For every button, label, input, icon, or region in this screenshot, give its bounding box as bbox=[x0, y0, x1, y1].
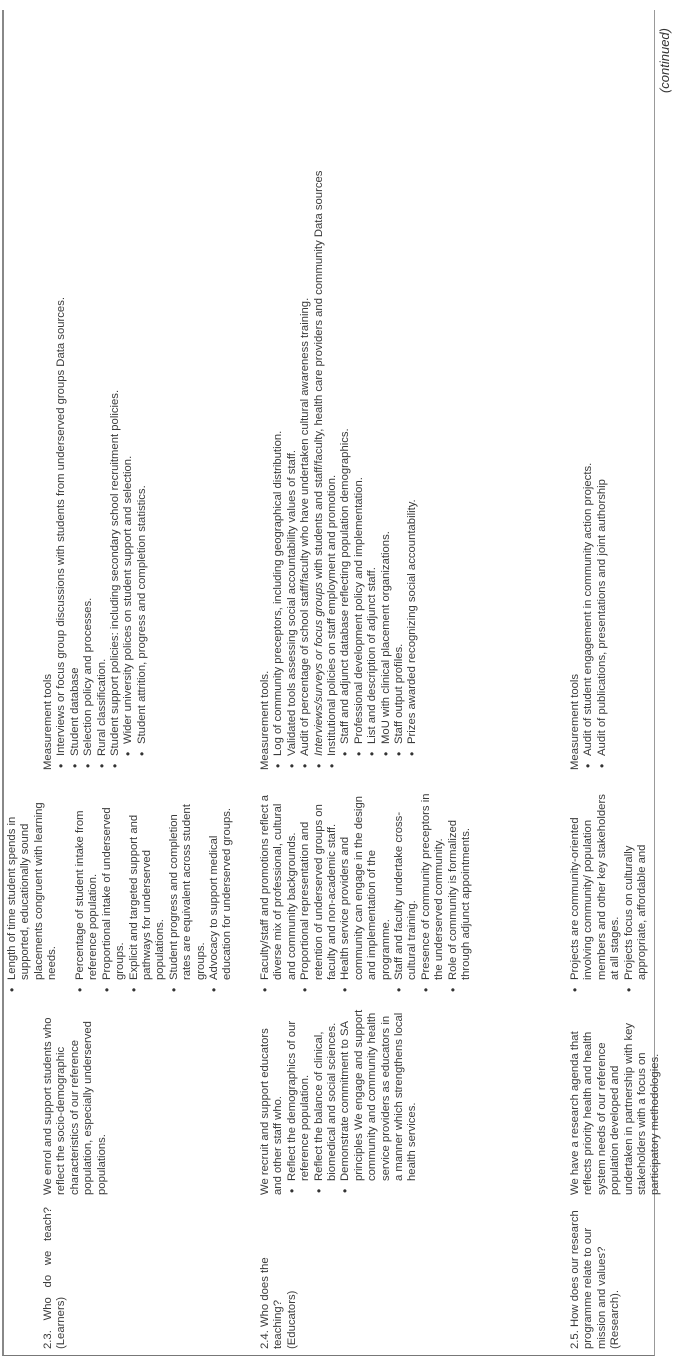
tool-subitem: • List and description of adjunct staff. bbox=[366, 24, 379, 770]
indicator-item: • Faculty/staff and promotions reflect a diverse mix of professional, cultural and community backgrounds. bbox=[259, 786, 299, 994]
tool-item: • Institutional policies on staff employment and promotion. bbox=[326, 24, 339, 770]
tool-item: • Validated tools assessing social accountability values of staff. bbox=[286, 24, 299, 770]
tool-item: • Selection policy and processes. bbox=[82, 24, 95, 770]
question-word: do bbox=[42, 1274, 54, 1288]
indicator-item: • Presence of community preceptors in the underserved community. bbox=[420, 786, 447, 994]
question-cell bbox=[42, 1201, 69, 1355]
indicator-item: • Explicit and targeted support and pathways for underserved populations. bbox=[128, 786, 168, 994]
principle-text: We have a research agenda that reflects priority health and health system needs of our reference population developed and undertaken in partnership with key stakeholders with a focus on participatory methodologies. bbox=[569, 1022, 662, 1195]
principle-item: • Reflect the balance of clinical, biomedical and social sciences. bbox=[313, 1008, 340, 1195]
question-word: Who bbox=[42, 1297, 54, 1321]
principle-cell bbox=[259, 1002, 420, 1201]
question-cell bbox=[259, 1201, 299, 1355]
table-row-research bbox=[569, 9, 662, 1355]
indicators-cell bbox=[259, 778, 474, 1002]
tool-item bbox=[313, 24, 326, 770]
social-accountability-table bbox=[2, 10, 662, 1356]
indicator-item: • Staff and faculty undertake cross-cultural training. bbox=[393, 786, 420, 994]
tools-heading: Measurement tools. bbox=[259, 670, 271, 770]
tool-item: • Student database bbox=[69, 24, 82, 770]
question-title: 2.4. Who does the teaching? bbox=[259, 1257, 285, 1349]
indicator-item: • Percentage of student intake from reference population. bbox=[74, 786, 101, 994]
tool-subitem: • Staff and adjunct database reflecting population demographics. bbox=[339, 24, 352, 770]
principle-intro: We recruit and support educators and other staff who. bbox=[259, 1028, 285, 1195]
indicator-list bbox=[6, 786, 60, 994]
question-word: teach? bbox=[42, 1207, 54, 1241]
tool-subitem: • Staff output profiles. bbox=[393, 24, 406, 770]
indicator-list bbox=[569, 786, 649, 994]
indicator-item: • Student progress and completion rates are equivalent across student groups. bbox=[168, 786, 208, 994]
indicator-item: • Advocacy to support medical education for underserved groups. bbox=[208, 786, 235, 994]
indicator-list bbox=[74, 786, 235, 994]
tool-item: • Audit of publications, presentations and joint authorship bbox=[596, 24, 609, 770]
indicator-item: • Proportional representation and retention of underserved groups on faculty and non-academic staff. bbox=[299, 786, 339, 994]
learners-indicators-block bbox=[74, 9, 234, 1355]
tools-heading: Measurement tools bbox=[42, 673, 54, 770]
tool-item: • Log of community preceptors, including geographical distribution. bbox=[272, 24, 285, 770]
principle-item: • Reflect the demographics of our reference population. bbox=[286, 1008, 313, 1195]
indicator-item: • Projects focus on culturally appropriate, affordable and bbox=[623, 786, 650, 994]
question-word: we bbox=[42, 1250, 54, 1266]
indicators-cell bbox=[569, 778, 649, 1002]
tool-text: with students and staff/faculty, health care providers and community Data sources bbox=[312, 170, 325, 583]
question-subtitle: (Educators) bbox=[285, 1290, 298, 1349]
tool-item: • Student support policies: including secondary school recruitment policies. bbox=[109, 24, 122, 770]
indicator-list bbox=[259, 786, 474, 994]
principle-item: • Demonstrate commitment to SA principles We engage and support community and community health service providers as educators in a manner which strengthens local health services. bbox=[339, 1008, 419, 1195]
tools-cell bbox=[259, 18, 420, 778]
indicators-cell bbox=[74, 778, 235, 1002]
tool-subitem: • Professional development policy and implementation. bbox=[353, 24, 366, 770]
tool-item: • Interviews or focus group discussions with students from underserved groups Data sources. bbox=[55, 24, 68, 770]
indicator-item: • Health service providers and community can engage in the design and implementation of the programme. bbox=[339, 786, 393, 994]
table-row-educators bbox=[259, 9, 504, 1355]
tool-item: • Audit of percentage of school staff/faculty who have undertaken cultural awareness training. bbox=[299, 24, 312, 770]
tool-item: • Audit of student engagement in community action projects. bbox=[582, 24, 595, 770]
question-subtitle: (Learners) bbox=[55, 1296, 68, 1349]
question-cell bbox=[569, 1201, 623, 1355]
tool-italic-text: Interviews/surveys or focus groups bbox=[312, 582, 325, 756]
tool-item: • Rural classification. bbox=[96, 24, 109, 770]
tools-list bbox=[272, 24, 419, 770]
question-line bbox=[42, 1207, 55, 1349]
continued-label: (continued) bbox=[657, 28, 672, 94]
question-word: 2.3. bbox=[42, 1330, 54, 1349]
principle-list bbox=[286, 1008, 420, 1195]
indicator-item: • Proportional intake of underserved groups. bbox=[101, 786, 128, 994]
tools-list bbox=[582, 24, 609, 770]
tools-cell bbox=[569, 18, 609, 778]
question-title: 2.5. How does our research programme relate to our mission and values? (Research). bbox=[569, 1210, 622, 1349]
tools-heading: Measurement tools bbox=[569, 673, 581, 770]
principle-text: We enrol and support students who reflect the socio-demographic characteristics of our reference population, especially underserved populations. bbox=[42, 1017, 108, 1195]
indicator-item: • Role of community is formalized through adjunct appointments. bbox=[447, 786, 474, 994]
tool-subitem: • Wider university polices on student support and selection. bbox=[122, 24, 135, 770]
indicator-item: • Projects are community-oriented involving community/ population members and other key stakeholders at all stages. bbox=[569, 786, 623, 994]
tool-subitem: • Prizes awarded recognizing social accountability. bbox=[406, 24, 419, 770]
principle-cell bbox=[569, 1002, 663, 1201]
tool-subitem: • MoU with clinical placement organizations. bbox=[380, 24, 393, 770]
indicators-cell bbox=[6, 778, 60, 1002]
tool-subitem: • Student attrition, progress and completion statistics. bbox=[136, 24, 149, 770]
indicator-item: • Length of time student spends in supported, educationally sound placements congruent with learning needs. bbox=[6, 786, 60, 994]
